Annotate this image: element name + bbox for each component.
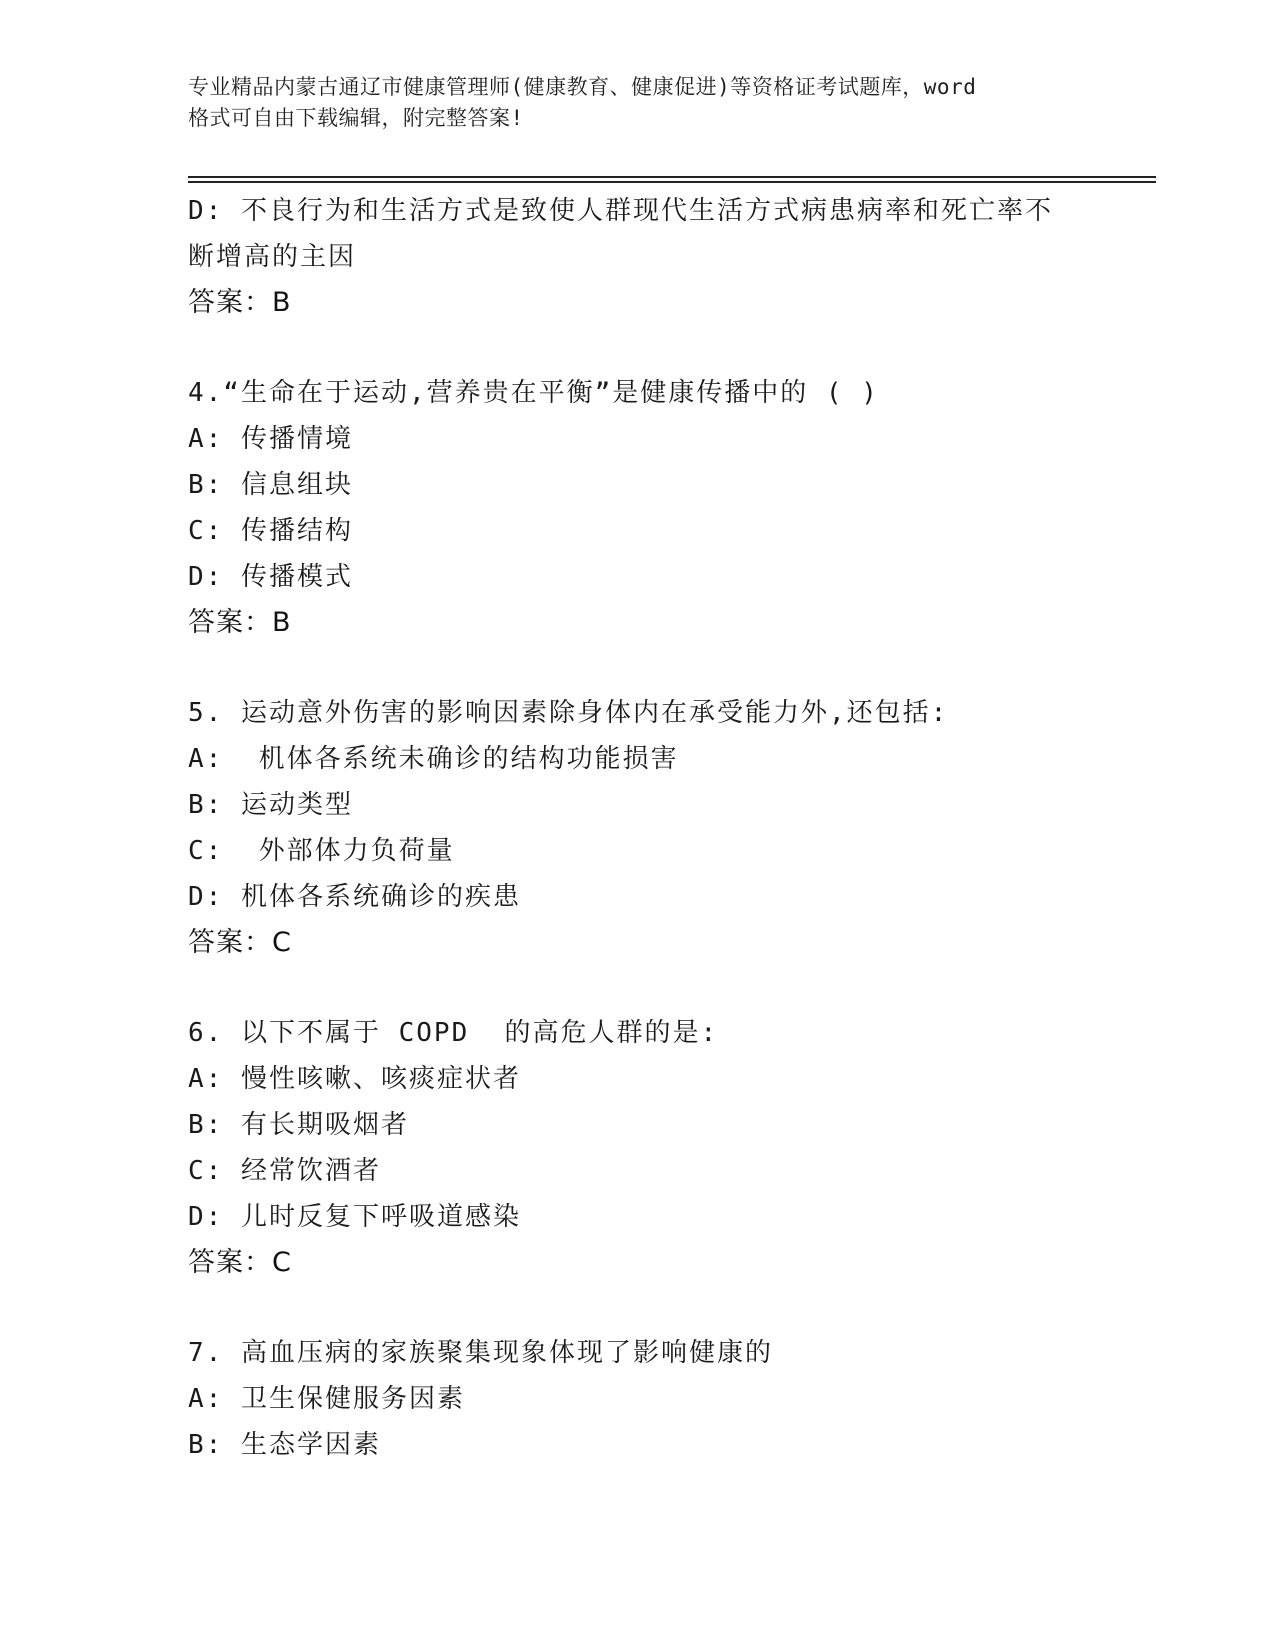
spacer bbox=[188, 646, 1088, 690]
question-4-block bbox=[188, 370, 1088, 646]
q6-option-b: B: 有长期吸烟者 bbox=[188, 1110, 409, 1140]
header-line-2: 格式可自由下载编辑，附完整答案! bbox=[188, 106, 524, 130]
q5-option-b: B: 运动类型 bbox=[188, 790, 353, 820]
q4-answer: 答案：B bbox=[188, 607, 292, 638]
q4-option-a: A: 传播情境 bbox=[188, 424, 353, 454]
q5-option-a: A: 机体各系统未确诊的结构功能损害 bbox=[188, 744, 679, 774]
spacer bbox=[188, 966, 1088, 1010]
q4-option-b: B: 信息组块 bbox=[188, 470, 353, 500]
document-header bbox=[188, 72, 1088, 134]
q4-question-text: 4.“生命在于运动,营养贵在平衡”是健康传播中的 ( ) bbox=[188, 378, 879, 408]
question-7-block bbox=[188, 1330, 1088, 1468]
q5-option-d: D: 机体各系统确诊的疾患 bbox=[188, 882, 521, 912]
q5-answer: 答案：C bbox=[188, 927, 292, 958]
q5-question-text: 5. 运动意外伤害的影响因素除身体内在承受能力外,还包括: bbox=[188, 698, 949, 728]
q7-question-text: 7. 高血压病的家族聚集现象体现了影响健康的 bbox=[188, 1338, 773, 1368]
q5-option-c: C: 外部体力负荷量 bbox=[188, 836, 455, 866]
q6-option-d: D: 儿时反复下呼吸道感染 bbox=[188, 1202, 521, 1232]
spacer bbox=[188, 1286, 1088, 1330]
q6-question-text: 6. 以下不属于 COPD 的高危人群的是: bbox=[188, 1018, 719, 1048]
header-divider-top bbox=[188, 176, 1156, 178]
q7-option-a: A: 卫生保健服务因素 bbox=[188, 1384, 465, 1414]
header-divider-bottom bbox=[188, 181, 1156, 183]
question-6-block bbox=[188, 1010, 1088, 1286]
question-3-block bbox=[188, 188, 1088, 326]
q3-answer: 答案：B bbox=[188, 287, 292, 318]
question-list bbox=[188, 188, 1088, 1468]
q6-option-a: A: 慢性咳嗽、咳痰症状者 bbox=[188, 1064, 521, 1094]
q4-option-d: D: 传播模式 bbox=[188, 562, 353, 592]
spacer bbox=[188, 326, 1088, 370]
q6-answer: 答案：C bbox=[188, 1247, 292, 1278]
q4-option-c: C: 传播结构 bbox=[188, 516, 353, 546]
q3-option-d-line-1: D: 不良行为和生活方式是致使人群现代生活方式病患病率和死亡率不 bbox=[188, 196, 1053, 226]
question-5-block bbox=[188, 690, 1088, 966]
q7-option-b: B: 生态学因素 bbox=[188, 1430, 381, 1460]
header-line-1: 专业精品内蒙古通辽市健康管理师(健康教育、健康促进)等资格证考试题库，word bbox=[188, 75, 977, 99]
q6-option-c: C: 经常饮酒者 bbox=[188, 1156, 381, 1186]
q3-option-d-line-2: 断增高的主因 bbox=[188, 242, 357, 272]
